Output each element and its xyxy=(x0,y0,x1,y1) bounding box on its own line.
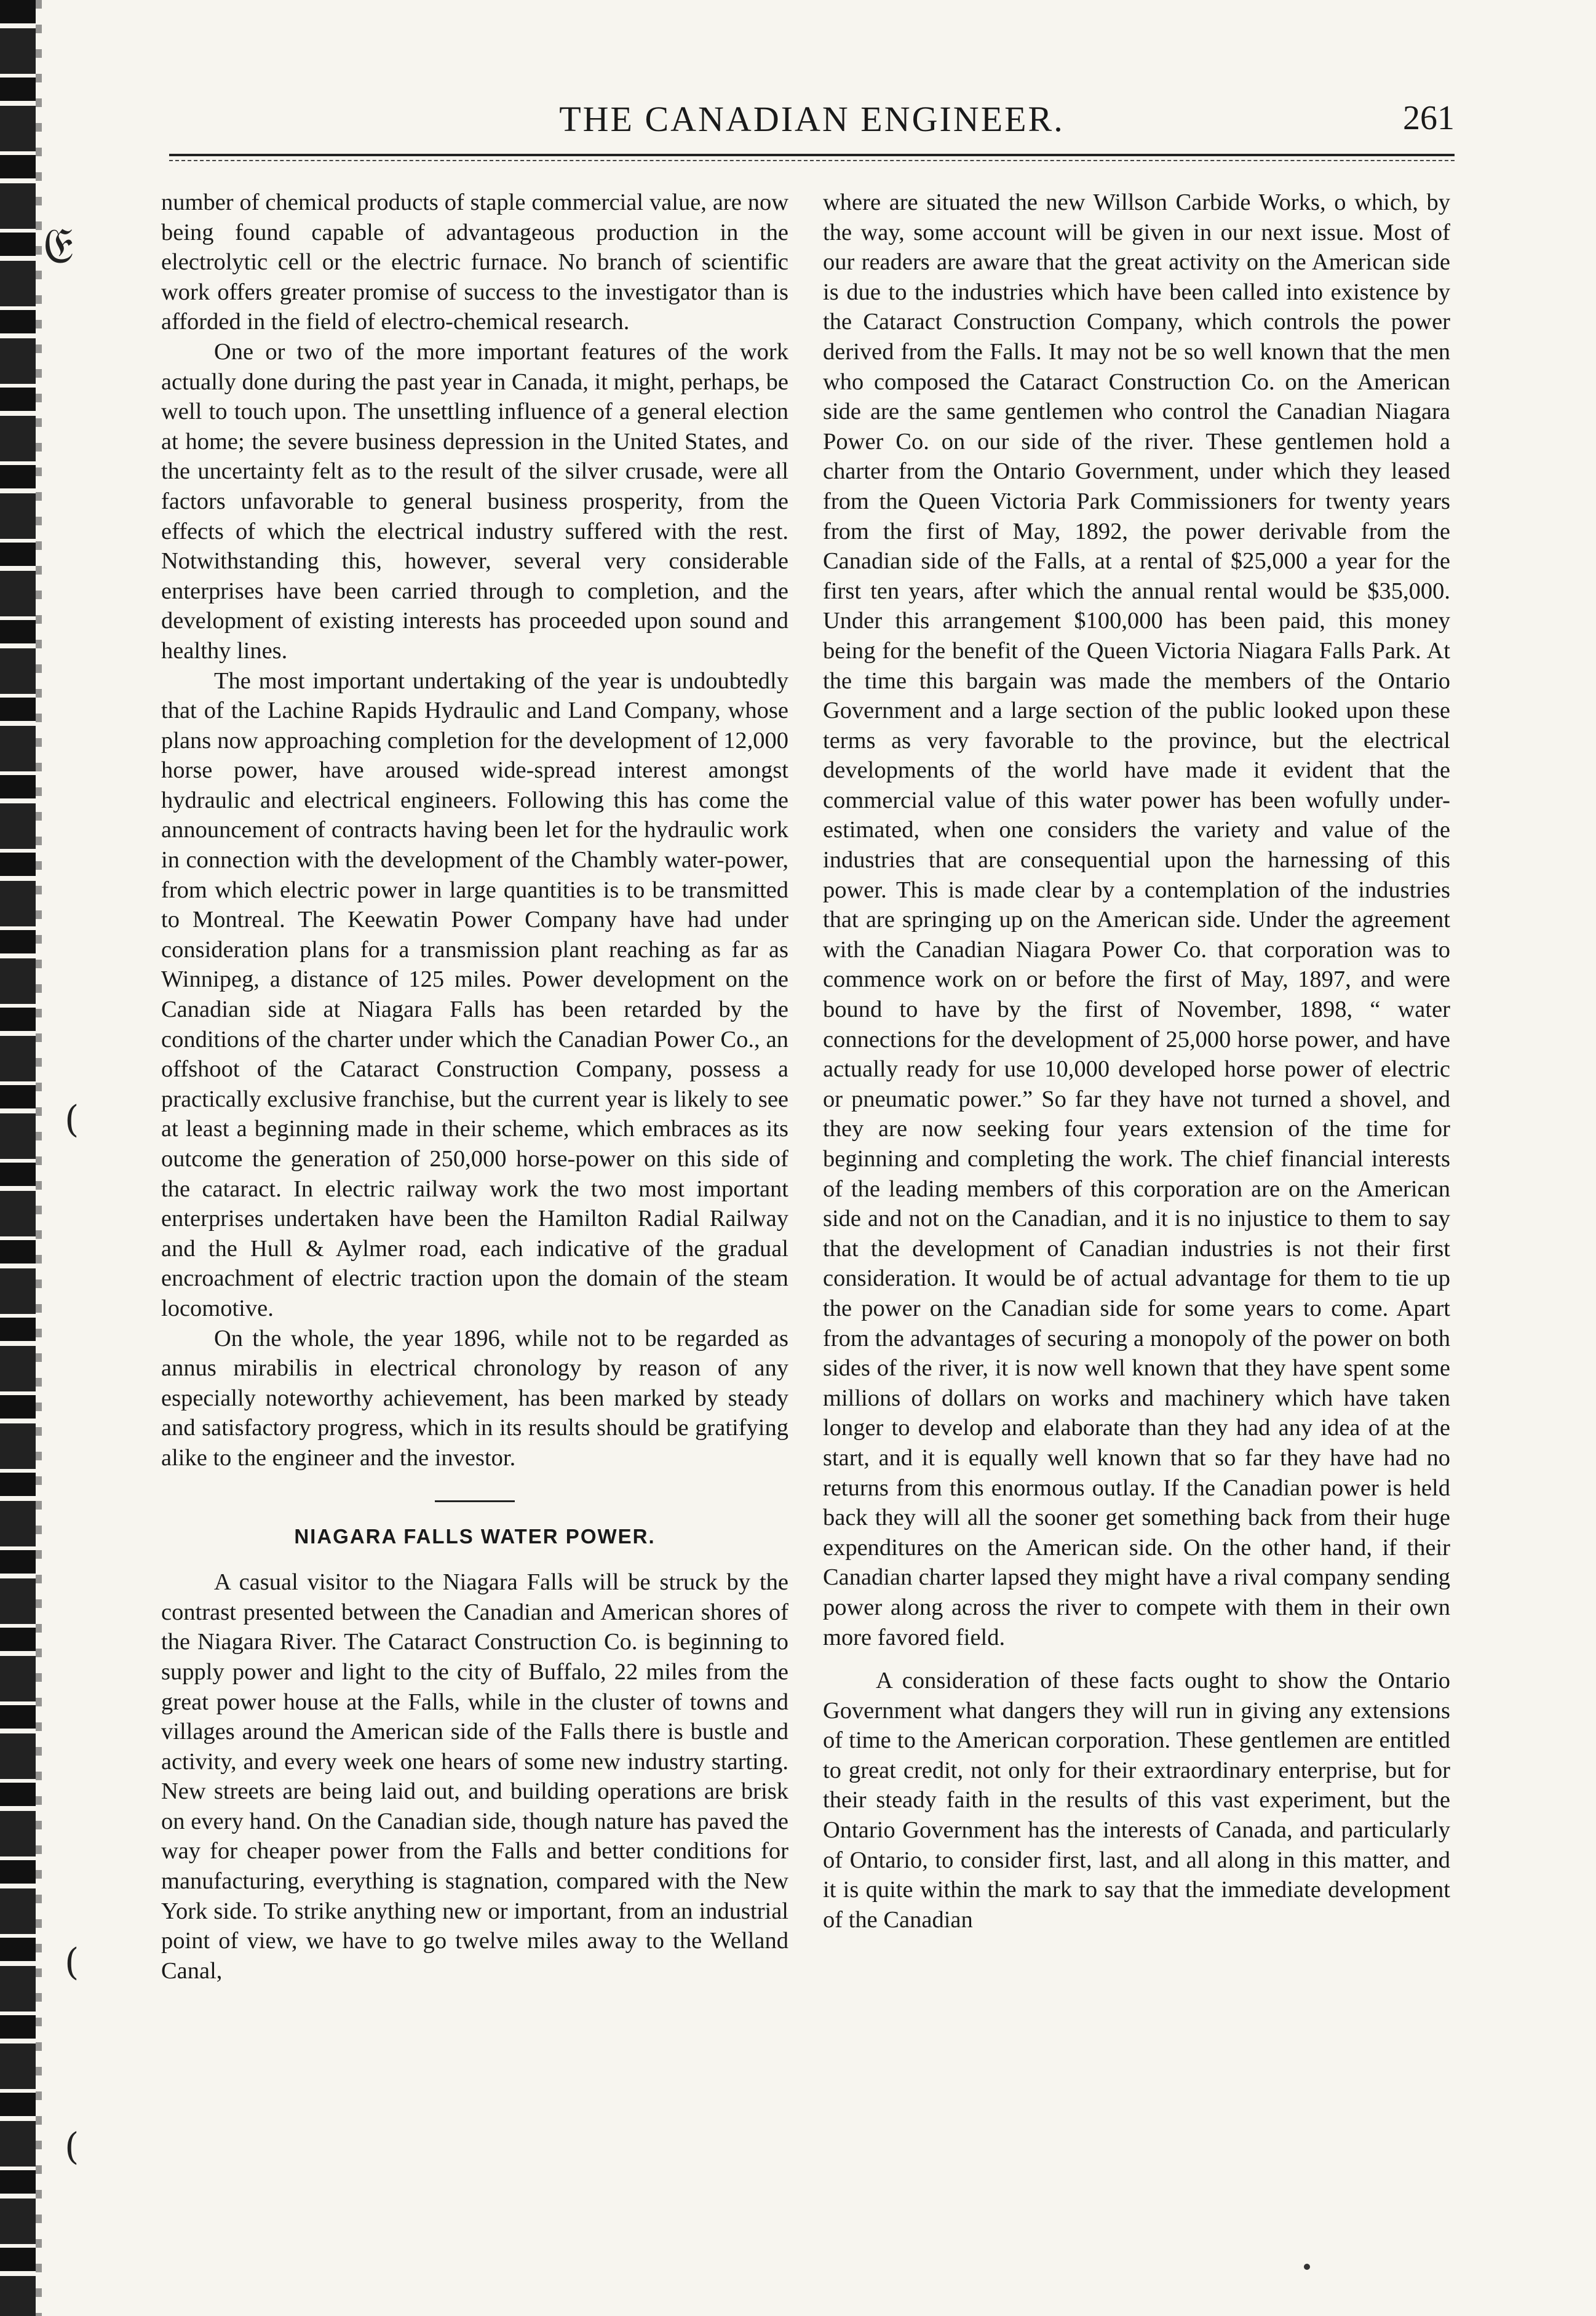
paragraph: number of chemical products of staple commercial value, are now being found capable of advantageous production in the electrolytic cell or the electric furnace. No branch of scientific work offers greater promise of success to the investigator than is afforded in the field of electro-chemical research. xyxy=(161,189,788,335)
paragraph: One or two of the more important features of the work actually done during the past year in Canada, it might, perhaps, be well to touch upon. The unsettling influence of a general election at home; the severe business depression in the United States, and the uncertainty felt as to the result of the silver crusade, were all factors unfavorable to general business prosperity, from the effects of which the electrical industry suffered with the rest. Notwithstanding this, however, several very considerable enterprises have been carried through to completion, and the development of existing interests has proceeded upon sound and healthy lines. xyxy=(161,338,788,664)
page-dot xyxy=(1304,2264,1310,2270)
left-column xyxy=(161,188,788,1986)
margin-mark: 𝔈 xyxy=(43,217,74,274)
paragraph: A consideration of these facts ought to show the Ontario Government what dangers they will run in giving any extensions of time to the American corporation. These gentlemen are entitled to great credit, not only for their extraordinary enterprise, but for their steady faith in the results of this vast experiment, but the Ontario Government has the interests of Canada, and particularly of Ontario, to consider first, last, and all along in this matter, and it is quite within the mark to say that the immediate development of the Canadian xyxy=(823,1668,1450,1933)
paragraph: where are situated the new Willson Carbide Works, o which, by the way, some account will be given in our next issue. Most of our readers are aware that the great activity on the American side is due to the industries which have been called into existence by the Cataract Construction Company, which controls the power derived from the Falls. It may not be so well known that the men who composed the Cataract Construction Co. on the American side are the same gentlemen who control the Canadian Niagara Power Co. on our side of the river. These gentlemen hold a charter from the Ontario Government, under which they leased from the Queen Victoria Park Commissioners for twenty years from the first of May, 1892, the power derivable from the Canadian side of the Falls, at a rental of $25,000 a year for the first ten years, after which the annual rental would be $35,000. Under this arrangement $100,000 has been paid, this money being for the benefit of the Queen Victoria Niagara Falls Park. At the time this bargain was made the members of the Ontario Government and a large section of the public looked upon these terms as very favorable to the province, but the electrical developments of the world have made it evident that the commercial value of this water power has been wofully under-estimated, when one considers the variety and value of the industries that are consequential upon the harnessing of this power. This is made clear by a contemplation of the industries that are springing up on the American side. Under the agreement with the Canadian Niagara Power Co. that corporation was to commence work on or before the first of May, 1897, and were bound to have by the first of November, 1898, “ water connections for the development of 25,000 horse power, and have actually ready for use 10,000 developed horse power of electric or pneumatic power.” So far they have not turned a shovel, and they are now seeking four years extension of the time for beginning and completing the work. The chief financial interests of the leading members of this corporation are on the American side and not on the Canadian, and it is no injustice to them to say that the development of Canadian industries is not their first consideration. It would be of actual advantage for them to tie up the power on the Canadian side for some years to come. Apart from the advantages of securing a monopoly of the power on both sides of the river, it is now well known that they have spent some millions of dollars on works and machinery which have taken longer to develop and elaborate than they had any idea of at the start, and it is equally well known that so far they have had no returns from this enormous outlay. If the Canadian power is held back they will all the sooner get something back from their huge expenditures on the American side. On the other hand, if their Canadian charter lapsed they might have a rival company sending power along across the river to compete with them in their own more favored field. xyxy=(823,189,1450,1650)
page-header xyxy=(169,98,1455,172)
paragraph: On the whole, the year 1896, while not to be regarded as annus mirabilis in electrical chronology by reason of any especially noteworthy achievement, has been marked by steady and satisfactory progress, which in its results should be gratifying alike to the engineer and the investor. xyxy=(161,1325,788,1471)
section-heading: NIAGARA FALLS WATER POWER. xyxy=(294,1524,656,1548)
page-number: 261 xyxy=(1403,99,1455,137)
header-rule xyxy=(169,154,1455,156)
margin-mark: ( xyxy=(65,1941,79,1984)
margin-mark: ( xyxy=(65,2125,79,2168)
binding-shadow xyxy=(36,0,42,2316)
paragraph: A casual visitor to the Niagara Falls will be struck by the contrast presented between the Canadian and American shores of the Niagara River. The Cataract Construction Co. is beginning to supply power and light to the city of Buffalo, 22 miles from the great power house at the Falls, while in the cluster of towns and villages around the American side of the Falls there is bustle and activity, and every week one hears of some new industry starting. New streets are being laid out, and building operations are brisk on every hand. On the Canadian side, though nature has paved the way for cheaper power from the Falls and better conditions for manufacturing, everything is stagnation, compared with the New York side. To strike anything new or important, from an industrial point of view, we have to go twelve miles away to the Welland Canal, xyxy=(161,1569,788,1984)
paragraph: The most important undertaking of the year is undoubtedly that of the Lachine Rapids Hydraulic and Land Company, whose plans now approaching completion for the development of 12,000 horse power, have aroused wide-spread interest amongst hydraulic and electrical engineers. Following this has come the announcement of contracts having been let for the hydraulic work in connection with the development of the Chambly water-power, from which electric power in large quantities is to be transmitted to Montreal. The Keewatin Power Company have had under consideration plans for a transmission plant reaching as far as Winnipeg, a distance of 125 miles. Power development on the Canadian side at Niagara Falls has been retarded by the conditions of the charter under which the Canadian Power Co., an offshoot of the Cataract Construction Company, possess a practically exclusive franchise, but the current year is likely to see at least a beginning made in their scheme, which embraces as its outcome the generation of 250,000 horse-power on this side of the cataract. In electric railway work the two most important enterprises undertaken have been the Hamilton Radial Railway and the Hull & Aylmer road, each indicative of the gradual encroachment of electric traction upon the domain of the steam locomotive. xyxy=(161,667,788,1321)
margin-mark: ( xyxy=(65,1098,79,1141)
section-divider xyxy=(435,1500,515,1502)
right-column xyxy=(823,188,1450,1935)
binding-edge xyxy=(0,0,36,2316)
header-rule-dashed xyxy=(169,160,1455,161)
running-title: THE CANADIAN ENGINEER. xyxy=(559,99,1065,139)
